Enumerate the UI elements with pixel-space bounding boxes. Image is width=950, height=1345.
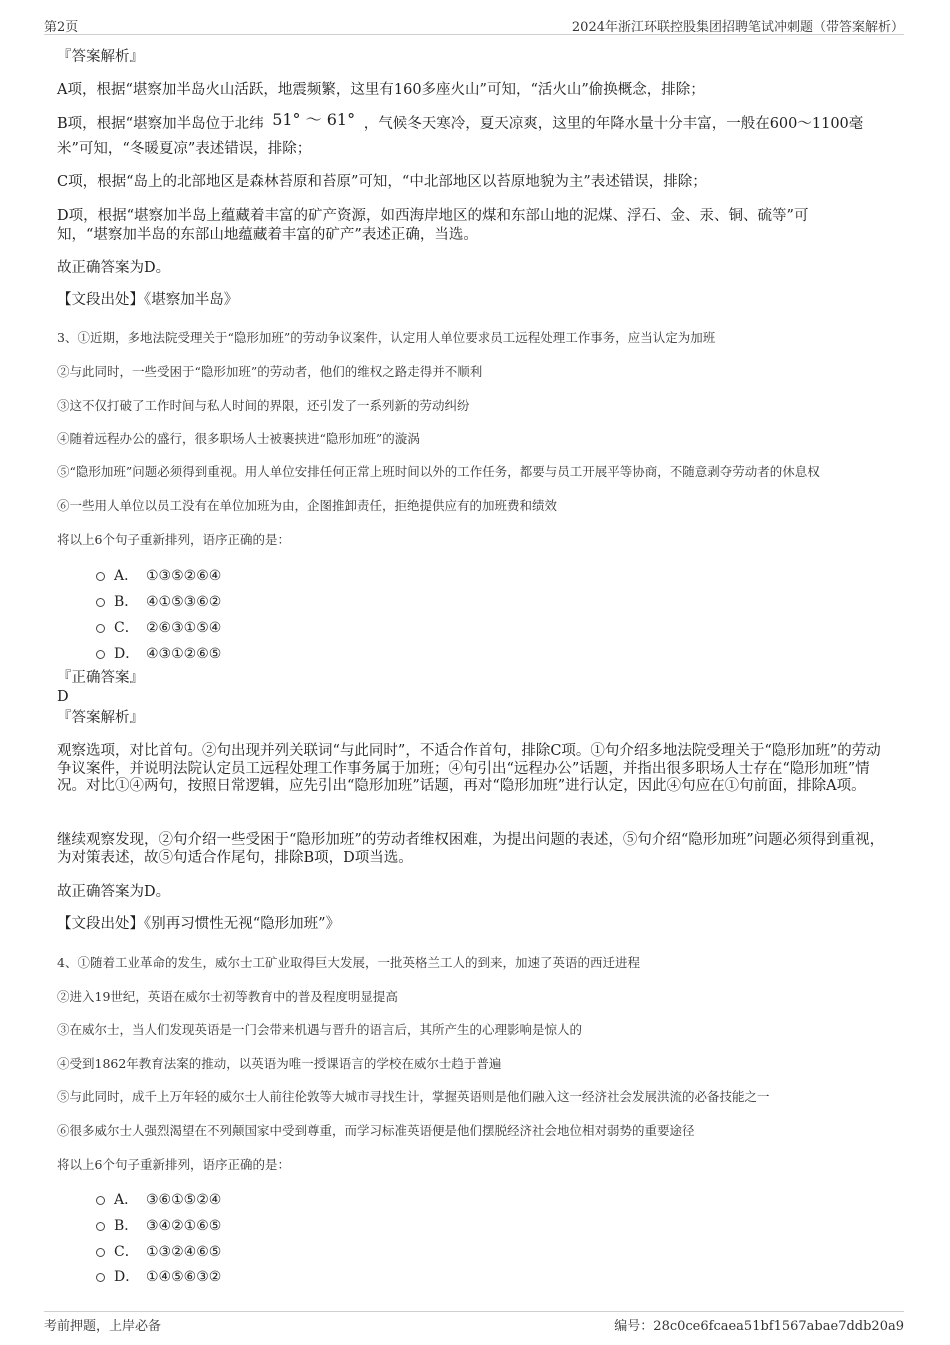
q3-option-b[interactable]: B． ④①⑤③⑥②	[96, 591, 221, 611]
q3-sentence-2: ②与此同时，一些受困于“隐形加班”的劳动者，他们的维权之路走得并不顺利	[57, 364, 483, 379]
q4-sentence-5: ⑤与此同时，成千上万年轻的威尔士人前往伦敦等大城市寻找生计，掌握英语则是他们融入这一经济社会发展洪流的必备技能之一	[57, 1089, 770, 1104]
q4-option-b[interactable]: B． ③④②①⑥⑤	[96, 1215, 221, 1235]
page-header	[44, 14, 904, 35]
page-footer	[44, 1311, 904, 1336]
prev-analysis-a: A项，根据“堪察加半岛火山活跃，地震频繁，这里有160多座火山”可知，“活火山”偷换概念，排除；	[57, 82, 705, 98]
q3-sentence-4: ④随着远程办公的盛行，很多职场人士被裹挟进“隐形加班”的漩涡	[57, 431, 420, 446]
radio-icon[interactable]	[96, 1273, 105, 1282]
radio-icon[interactable]	[96, 1196, 105, 1205]
prev-analysis-d-line1: D项，根据“堪察加半岛上蕴藏着丰富的矿产资源，如西海岸地区的煤和东部山地的泥煤、浮石、金、汞、铜、硫等”可	[57, 208, 809, 224]
prev-analysis-b-part2: ，气候冬天寒冷，夏天凉爽，这里的年降水量十分丰富，一般在600～1100毫	[363, 116, 864, 132]
prev-analysis-d-line2: 知，“堪察加半岛的东部山地蕴藏着丰富的矿产”表述正确，当选。	[57, 227, 478, 243]
radio-icon[interactable]	[96, 624, 105, 633]
q4-sentence-2: ②进入19世纪，英语在威尔士初等教育中的普及程度明显提高	[57, 989, 398, 1004]
q3-prompt: 将以上6个句子重新排列，语序正确的是：	[57, 532, 290, 547]
q4-sentence-6: ⑥很多威尔士人强烈渴望在不列颠国家中受到尊重，而学习标准英语便是他们摆脱经济社会地位相对弱势的重要途径	[57, 1123, 695, 1138]
radio-icon[interactable]	[96, 1222, 105, 1231]
document-code: 编号：28c0ce6fcaea51bf1567abae7ddb20a9	[614, 1319, 904, 1334]
q4-option-a[interactable]: A． ③⑥①⑤②④	[96, 1189, 221, 1209]
latitude-range: 51° ～ 61°	[272, 110, 356, 129]
q4-sentence-1: 4、①随着工业革命的发生，威尔士工矿业取得巨大发展，一批英格兰工人的到来，加速了英语的西迁进程	[57, 955, 640, 970]
document-title: 2024年浙江环联控股集团招聘笔试冲刺题（带答案解析）	[571, 20, 904, 35]
q3-conclusion: 故正确答案为D。	[57, 884, 171, 900]
prev-source: 【文段出处】《堪察加半岛》	[57, 292, 239, 308]
radio-icon[interactable]	[96, 598, 105, 607]
prev-analysis-b-part1: B项，根据“堪察加半岛位于北纬	[57, 116, 264, 132]
q3-option-c[interactable]: C． ②⑥③①⑤④	[96, 617, 221, 637]
q4-sentence-3: ③在威尔士，当人们发现英语是一门会带来机遇与晋升的语言后，其所产生的心理影响是惊人的	[57, 1022, 583, 1037]
q3-sentence-6: ⑥一些用人单位以员工没有在单位加班为由，企图推卸责任，拒绝提供应有的加班费和绩效	[57, 498, 558, 513]
radio-icon[interactable]	[96, 650, 105, 659]
q3-sentence-3: ③这不仅打破了工作时间与私人时间的界限，还引发了一系列新的劳动纠纷	[57, 398, 470, 413]
q3-sentence-1: 3、①近期，多地法院受理关于“隐形加班”的劳动争议案件，认定用人单位要求员工远程处理工作事务，应当认定为加班	[57, 330, 716, 345]
q4-sentence-4: ④受到1862年教育法案的推动，以英语为唯一授课语言的学校在威尔士趋于普遍	[57, 1056, 502, 1071]
q3-option-d[interactable]: D． ④③①②⑥⑤	[96, 643, 221, 663]
q3-answer-label: 『正确答案』	[57, 670, 144, 686]
radio-icon[interactable]	[96, 572, 105, 581]
q3-option-a[interactable]: A． ①③⑤②⑥④	[96, 565, 221, 585]
prev-conclusion: 故正确答案为D。	[57, 260, 171, 276]
q3-analysis-para-2: 继续观察发现，②句介绍一些受困于“隐形加班”的劳动者维权困难，为提出问题的表述，⑤句介绍“隐形加班”问题必须得到重视，为对策表述，故⑤句适合作尾句，排除B项，D项当选。	[57, 832, 885, 866]
q4-option-d[interactable]: D． ①④⑤⑥③②	[96, 1266, 221, 1286]
q3-sentence-5: ⑤“隐形加班”问题必须得到重视。用人单位安排任何正常上班时间以外的工作任务，都要与员工开展平等协商，不随意剥夺劳动者的休息权	[57, 464, 820, 479]
footer-slogan: 考前押题，上岸必备	[44, 1319, 162, 1334]
page-number: 第2页	[44, 20, 79, 35]
radio-icon[interactable]	[96, 1248, 105, 1257]
q4-prompt: 将以上6个句子重新排列，语序正确的是：	[57, 1157, 290, 1172]
prev-analysis-c: C项，根据“岛上的北部地区是森林苔原和苔原”可知，“中北部地区以苔原地貌为主”表述错误，排除；	[57, 174, 707, 190]
q3-source: 【文段出处】《别再习惯性无视“隐形加班”》	[57, 916, 341, 932]
prev-analysis-b-line2: 米”可知，“冬暖夏凉”表述错误，排除；	[57, 141, 312, 157]
q3-analysis-para-1: 观察选项，对比首句。②句出现并列关联词“与此同时”，不适合作首句，排除C项。①句介绍多地法院受理关于“隐形加班”的劳动争议案件，并说明法院认定员工远程处理工作事务属于加班；④句引出“远程办公”话题，并指出很多职场人士存在“隐形加班”情况。对比①④两句，按照日常逻辑，应先引出“隐形加班”话题，再对“隐形加班”进行认定，因此④句应在①句前面，排除A项。	[57, 743, 881, 794]
q3-analysis-label: 『答案解析』	[57, 710, 144, 726]
prev-analysis-label: 『答案解析』	[57, 49, 144, 65]
prev-analysis-b	[57, 110, 864, 133]
q4-option-c[interactable]: C． ①③②④⑥⑤	[96, 1241, 221, 1261]
q3-answer: D	[57, 689, 69, 705]
